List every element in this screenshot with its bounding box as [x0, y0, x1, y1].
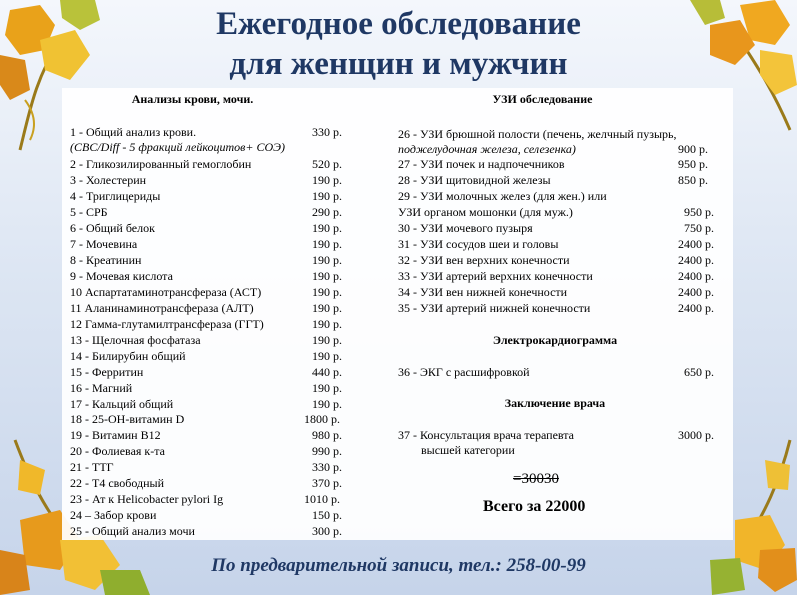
item-price: 190 р. [312, 189, 342, 203]
list-item: 8 - Креатинин [70, 253, 142, 267]
list-item-note: (CBC/Diff - 5 фракций лейкоцитов+ СОЭ) [70, 140, 285, 154]
list-item: 28 - УЗИ щитовидной железы [398, 173, 551, 187]
item-price: 750 р. [684, 221, 714, 235]
item-price: 190 р. [312, 253, 342, 267]
list-item: 13 - Щелочная фосфатаза [70, 333, 201, 347]
list-item: 20 - Фолиевая к-та [70, 444, 165, 458]
item-price: 190 р. [312, 317, 342, 331]
item-price: 330 р. [312, 125, 342, 139]
doctor-header: Заключение врача [504, 396, 606, 410]
page-title-line1: Ежегодное обследование [216, 6, 581, 42]
list-item: УЗИ органом мошонки (для муж.) [398, 205, 573, 219]
page-title-line2: для женщин и мужчин [229, 46, 568, 82]
item-price: 2400 р. [678, 285, 714, 299]
item-price: 1010 р. [304, 492, 340, 506]
item-price: 190 р. [312, 397, 342, 411]
item-price: 190 р. [312, 381, 342, 395]
list-item: 10 Аспартатаминотрансфераза (АСТ) [70, 285, 262, 299]
list-item: 30 - УЗИ мочевого пузыря [398, 221, 533, 235]
list-item: 33 - УЗИ артерий верхних конечности [398, 269, 593, 283]
ecg-header: Электрокардиограмма [492, 333, 618, 347]
item-price: 990 р. [312, 444, 342, 458]
item-price: 190 р. [312, 301, 342, 315]
list-item: 6 - Общий белок [70, 221, 155, 235]
item-price: 980 р. [312, 428, 342, 442]
item-price: 300 р. [312, 524, 342, 538]
list-item: 1 - Общий анализ крови. [70, 125, 197, 139]
list-item: 17 - Кальций общий [70, 397, 174, 411]
ultrasound-header: УЗИ обследование [492, 92, 593, 106]
list-item: 29 - УЗИ молочных желез (для жен.) или [398, 189, 607, 203]
list-item: 16 - Магний [70, 381, 133, 395]
list-item: 31 - УЗИ сосудов шеи и головы [398, 237, 559, 251]
item-price: 950 р. [678, 157, 708, 171]
item-price: 330 р. [312, 460, 342, 474]
list-item: 9 - Мочевая кислота [70, 269, 173, 283]
item-price: 440 р. [312, 365, 342, 379]
list-item: 32 - УЗИ вен верхних конечности [398, 253, 570, 267]
list-item: 18 - 25-ОН-витамин D [70, 412, 185, 426]
list-item: поджелудочная железа, селезенка) [398, 142, 576, 156]
list-item: 7 - Мочевина [70, 237, 138, 251]
old-total: =30030 [513, 471, 559, 487]
item-price: 190 р. [312, 333, 342, 347]
list-item: 4 - Триглицериды [70, 189, 161, 203]
item-price: 190 р. [312, 237, 342, 251]
item-price: 950 р. [684, 205, 714, 219]
list-item: 24 – Забор крови [70, 508, 157, 522]
item-price: 2400 р. [678, 253, 714, 267]
item-price: 290 р. [312, 205, 342, 219]
item-price: 520 р. [312, 157, 342, 171]
list-item: 35 - УЗИ артерий нижней конечности [398, 301, 591, 315]
contact-footer: По предварительной записи, тел.: 258-00-99 [211, 555, 586, 576]
list-item: 26 - УЗИ брюшной полости (печень, желчный пузырь, [398, 127, 677, 141]
list-item: 22 - Т4 свободный [70, 476, 165, 490]
list-item: 37 - Консультация врача терапевта [398, 428, 574, 442]
list-item: 25 - Общий анализ мочи [70, 524, 195, 538]
item-price: 850 р. [678, 173, 708, 187]
item-price: 190 р. [312, 269, 342, 283]
list-item: 12 Гамма-глутамилтрансфераза (ГГТ) [70, 317, 264, 331]
item-price: 1800 р. [304, 412, 340, 426]
list-item: 23 - Ат к Helicobacter pylori Ig [70, 492, 224, 506]
item-price: 190 р. [312, 285, 342, 299]
list-item: 34 - УЗИ вен нижней конечности [398, 285, 568, 299]
list-item: 15 - Ферритин [70, 365, 144, 379]
item-price: 190 р. [312, 173, 342, 187]
item-price: 2400 р. [678, 237, 714, 251]
item-price: 190 р. [312, 221, 342, 235]
blood-tests-header: Анализы крови, мочи. [131, 92, 254, 106]
item-price: 150 р. [312, 508, 342, 522]
list-item: 21 - ТТГ [70, 460, 114, 474]
list-item: 2 - Гликозилированный гемоглобин [70, 157, 252, 171]
list-item: 36 - ЭКГ с расшифровкой [398, 365, 530, 379]
list-item: 27 - УЗИ почек и надпочечников [398, 157, 565, 171]
total-price: Всего за 22000 [483, 498, 586, 515]
item-price: 370 р. [312, 476, 342, 490]
item-price: 190 р. [312, 349, 342, 363]
list-item: 19 - Витамин В12 [70, 428, 161, 442]
list-item: 14 - Билирубин общий [70, 349, 186, 363]
item-price: 2400 р. [678, 269, 714, 283]
item-price: 900 р. [678, 142, 708, 156]
item-price: 2400 р. [678, 301, 714, 315]
list-item: 11 Аланинаминотрансфераза (АЛТ) [70, 301, 254, 315]
list-item: высшей категории [421, 443, 515, 457]
item-price: 650 р. [684, 365, 714, 379]
item-price: 3000 р. [678, 428, 714, 442]
list-item: 5 - СРБ [70, 205, 108, 219]
list-item: 3 - Холестерин [70, 173, 147, 187]
